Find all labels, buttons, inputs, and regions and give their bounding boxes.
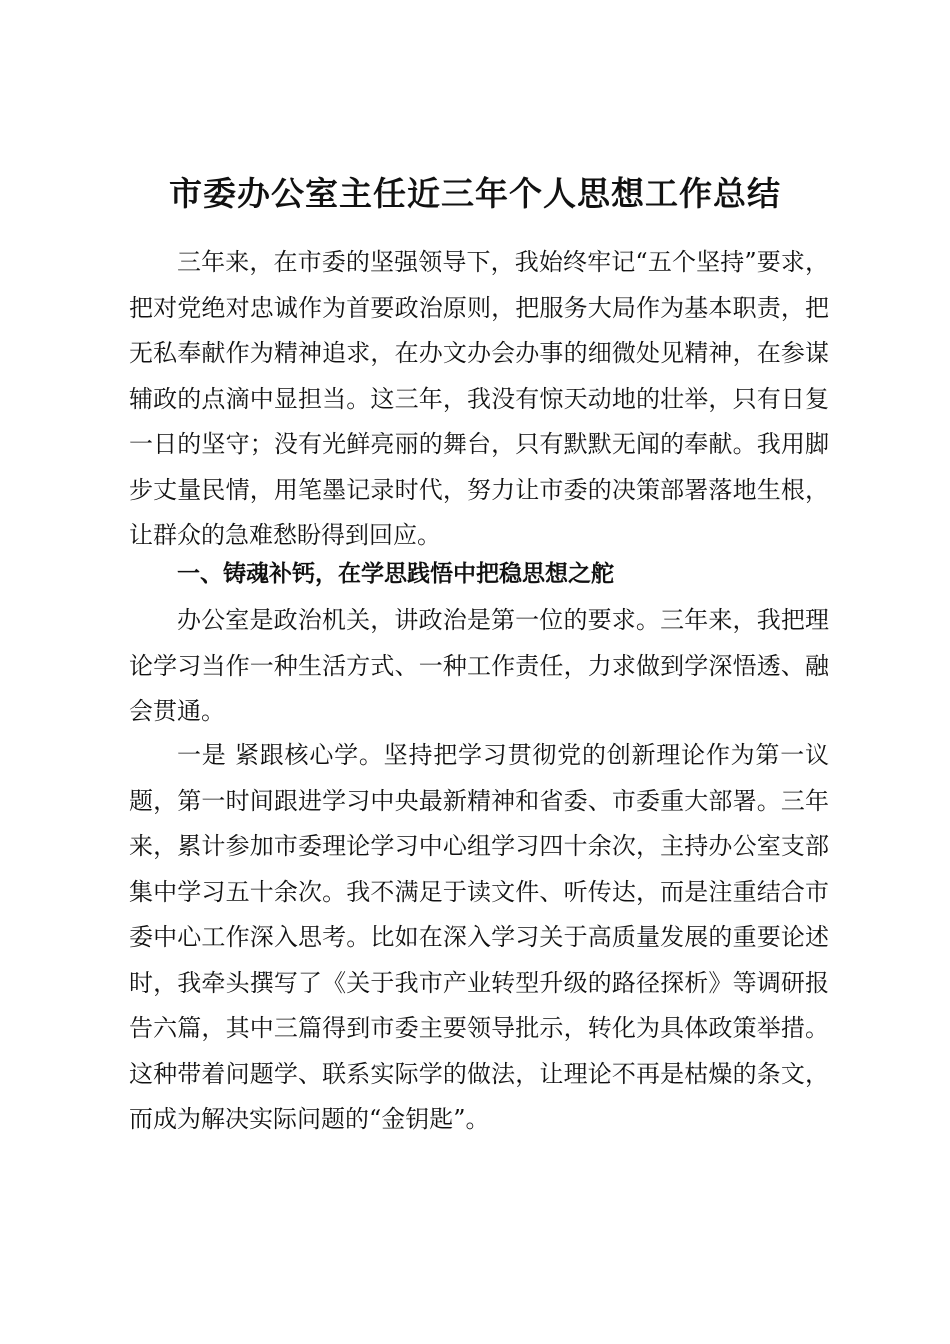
section-paragraph: 办公室是政治机关，讲政治是第一位的要求。三年来，我把理论学习当作一种生活方式、一种工作责任，力求做到学深悟透、融会贯通。 xyxy=(129,606,829,725)
section-heading: 一、铸魂补钙，在学思践悟中把稳思想之舵 xyxy=(177,561,614,587)
section-paragraph: 一是 紧跟核心学。坚持把学习贯彻党的创新理论作为第一议题，第一时间跟进学习中央最新精神和省委、市委重大部署。三年来，累计参加市委理论学习中心组学习四十余次，主持办公室支部集中学习五十余次。我不满足于读文件、听传达，而是注重结合市委中心工作深入思考。比如在深入学习关于高质量发展的重要论述时，我牵头撰写了《关于我市产业转型升级的路径探析》等调研报告六篇，其中三篇得到市委主要领导批示，转化为具体政策举措。这种带着问题学、联系实际学的做法，让理论不再是枯燥的条文，而成为解决实际问题的“金钥匙”。 xyxy=(129,741,829,1133)
intro-paragraph: 三年来，在市委的坚强领导下，我始终牢记“五个坚持”要求，把对党绝对忠诚作为首要政治原则，把服务大局作为基本职责，把无私奉献作为精神追求，在办文办会办事的细微处见精神，在参谋辅政的点滴中显担当。这三年，我没有惊天动地的壮举，只有日复一日的坚守；没有光鲜亮丽的舞台，只有默默无闻的奉献。我用脚步丈量民情，用笔墨记录时代，努力让市委的决策部署落地生根，让群众的急难愁盼得到回应。 xyxy=(129,248,829,549)
document-title: 市委办公室主任近三年个人思想工作总结 xyxy=(169,174,781,213)
